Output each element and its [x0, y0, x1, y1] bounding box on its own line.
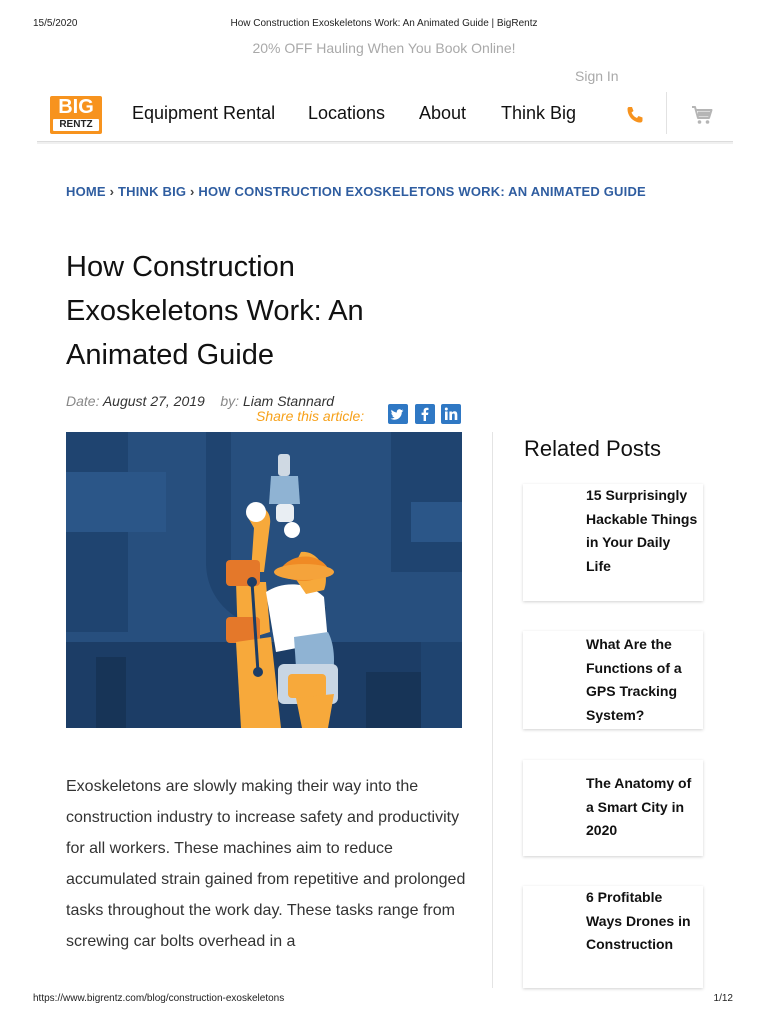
twitter-icon: [388, 404, 408, 424]
related-post-thumbnail[interactable]: [523, 484, 579, 601]
print-page-number: 1/12: [713, 993, 733, 1004]
article-body: Exoskeletons are slowly making their way into the construction industry to increase safety and productivity for all workers. These machines aim to reduce accumulated strain gained from repetitive and prolonged tasks throughout the work day. These tasks range from screwing car bolts overhead in a: [66, 778, 466, 950]
promo-banner[interactable]: 20% OFF Hauling When You Book Online!: [252, 40, 516, 56]
article-date: August 27, 2019: [102, 393, 205, 409]
article-author[interactable]: Liam Stannard: [242, 393, 335, 409]
nav-divider: [666, 92, 667, 134]
logo-bottom-text: RENTZ: [53, 119, 99, 131]
nav-think-big[interactable]: Think Big: [501, 103, 577, 123]
logo-top-text: BIG: [58, 96, 94, 118]
nav-equipment-rental[interactable]: Equipment Rental: [132, 103, 276, 123]
sidebar-divider: [492, 432, 493, 988]
hero-illustration: [66, 432, 462, 728]
article-meta: [66, 393, 334, 409]
breadcrumb-separator: ›: [109, 184, 115, 199]
sign-in-link[interactable]: Sign In: [575, 68, 619, 84]
facebook-icon: [415, 404, 435, 424]
nav-about[interactable]: About: [419, 103, 467, 123]
breadcrumb-home[interactable]: HOME: [66, 184, 106, 199]
facebook-share-button[interactable]: [415, 404, 435, 424]
related-post-title[interactable]: 15 Surprisingly Hackable Things in Your Daily Life: [586, 487, 698, 574]
related-post-title[interactable]: 6 Profitable Ways Drones in Construction: [586, 889, 691, 952]
share-label: Share this article:: [256, 408, 365, 424]
article-title-line: Exoskeletons Work: An: [66, 295, 364, 327]
related-post-card[interactable]: [523, 760, 703, 856]
nav-locations[interactable]: Locations: [308, 103, 386, 123]
breadcrumb-think-big[interactable]: THINK BIG: [117, 184, 187, 199]
linkedin-icon: [441, 404, 461, 424]
bigrentz-logo[interactable]: [50, 96, 102, 134]
article-title-line: How Construction: [66, 251, 295, 283]
print-date: 15/5/2020: [33, 18, 78, 29]
author-label: by:: [220, 393, 240, 409]
article-title-line: Animated Guide: [66, 339, 274, 371]
breadcrumb: [66, 184, 646, 199]
related-post-thumbnail[interactable]: [523, 631, 579, 729]
twitter-share-button[interactable]: [388, 404, 408, 424]
print-title: How Construction Exoskeletons Work: An Animated Guide | BigRentz: [230, 18, 538, 29]
date-label: Date:: [66, 393, 100, 409]
related-post-thumbnail[interactable]: [523, 760, 579, 856]
related-post-thumbnail[interactable]: [523, 886, 579, 988]
breadcrumb-current[interactable]: HOW CONSTRUCTION EXOSKELETONS WORK: AN ANIMATED GUIDE: [198, 184, 646, 199]
related-post-title[interactable]: What Are the Functions of a GPS Tracking System?: [586, 636, 682, 723]
linkedin-share-button[interactable]: [441, 404, 461, 424]
breadcrumb-separator: ›: [190, 184, 195, 199]
related-posts-title: Related Posts: [524, 436, 661, 461]
print-url: https://www.bigrentz.com/blog/construction-exoskeletons: [33, 993, 285, 1004]
phone-icon[interactable]: [625, 105, 645, 125]
nav-shadow: [37, 142, 733, 144]
related-post-card[interactable]: [523, 484, 703, 601]
related-post-card[interactable]: [523, 886, 703, 988]
article-title: [66, 245, 446, 377]
related-post-card[interactable]: [523, 631, 703, 729]
cart-icon[interactable]: [690, 103, 714, 127]
related-post-title[interactable]: The Anatomy of a Smart City in 2020: [586, 775, 692, 838]
